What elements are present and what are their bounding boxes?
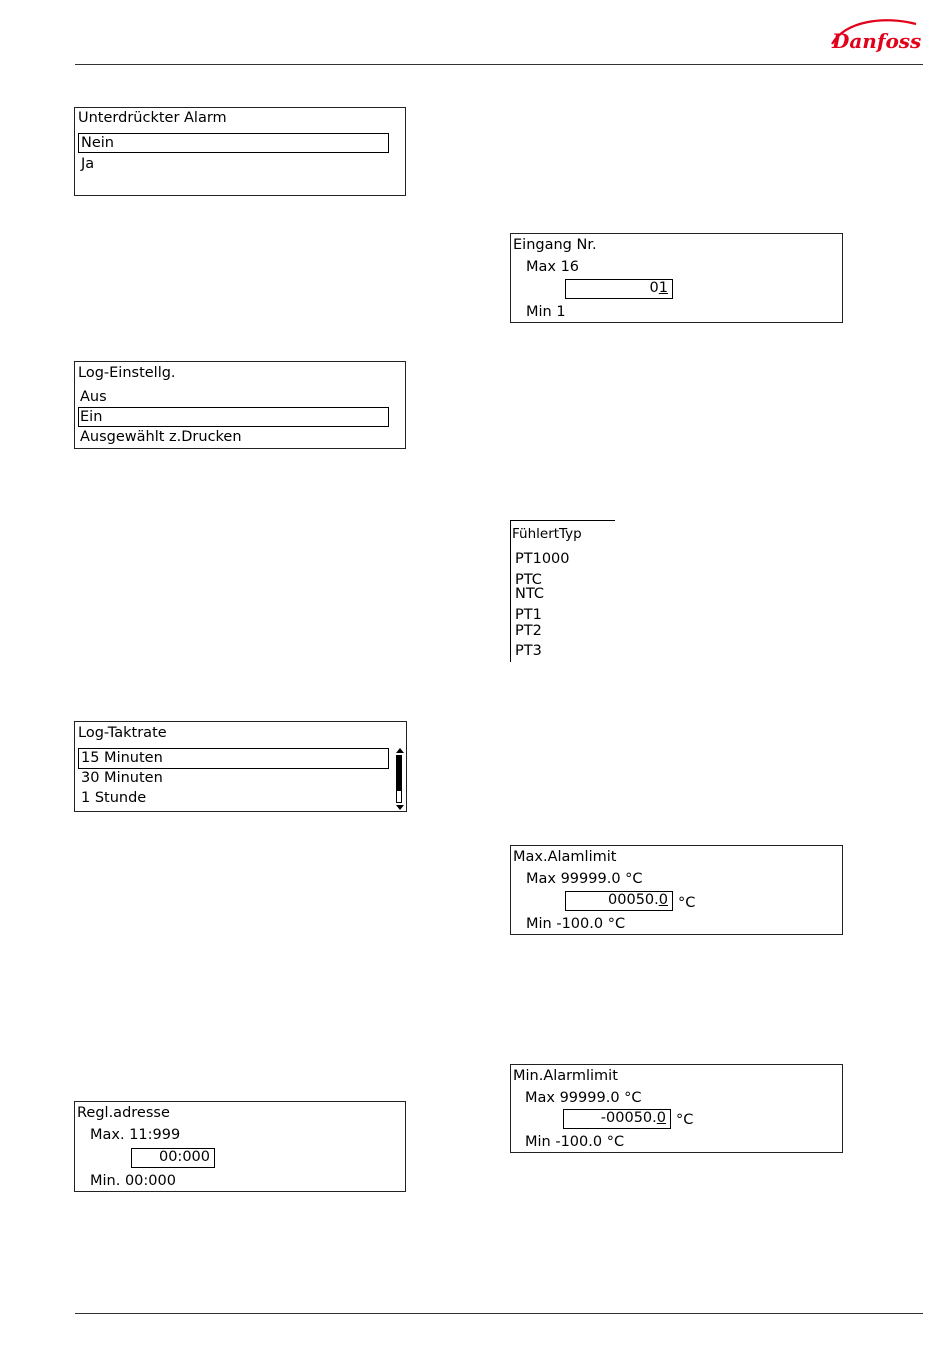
danfoss-logo xyxy=(826,14,922,54)
max-label: Max 99999.0 °C xyxy=(526,871,643,887)
frame-top-line xyxy=(510,520,615,521)
panel-title: Log-Einstellg. xyxy=(78,365,176,381)
option-ptc[interactable]: PTC xyxy=(515,572,542,588)
unit-label: °C xyxy=(676,1112,694,1128)
option-15-minuten[interactable]: 15 Minuten xyxy=(81,750,163,766)
option-ausgewaehlt-z-drucken[interactable]: Ausgewählt z.Drucken xyxy=(80,429,242,445)
option-pt2[interactable]: PT2 xyxy=(515,623,542,639)
input-value: -00050. xyxy=(600,1110,657,1126)
max-alarm-input[interactable] xyxy=(565,891,673,911)
panel-log-einstellg xyxy=(74,361,406,449)
panel-fuehlertyp xyxy=(510,520,620,664)
option-selected-highlight xyxy=(78,133,389,153)
frame-left-line xyxy=(510,520,511,662)
option-pt1000[interactable]: PT1000 xyxy=(515,551,570,567)
max-label: Max 99999.0 °C xyxy=(525,1090,642,1106)
panel-title: Max.Alamlimit xyxy=(513,849,617,865)
address-value: 00:000 xyxy=(158,1149,210,1165)
panel-title: FühlertTyp xyxy=(512,526,582,542)
logo-text: Danfoss xyxy=(832,29,922,53)
panel-eingang-nr xyxy=(510,233,843,323)
address-input[interactable] xyxy=(131,1148,215,1168)
panel-title: Eingang Nr. xyxy=(513,237,597,253)
panel-title: Regl.adresse xyxy=(77,1105,170,1121)
panel-title: Unterdrückter Alarm xyxy=(78,110,227,126)
option-1-stunde[interactable]: 1 Stunde xyxy=(81,790,147,806)
max-label: Max. 11:999 xyxy=(90,1127,181,1143)
scroll-track[interactable] xyxy=(396,755,402,803)
option-30-minuten[interactable]: 30 Minuten xyxy=(81,770,163,786)
scrollbar[interactable] xyxy=(395,748,405,810)
input-value: 00050. xyxy=(608,892,659,908)
option-ja[interactable]: Ja xyxy=(81,156,95,172)
panel-regl-adresse xyxy=(74,1101,406,1192)
panel-log-taktrate xyxy=(74,721,407,812)
option-ntc[interactable]: NTC xyxy=(515,586,544,602)
scroll-down-arrow-icon[interactable] xyxy=(396,805,404,810)
min-label: Min -100.0 °C xyxy=(525,1134,625,1150)
panel-unterdrueckter-alarm xyxy=(74,107,406,196)
option-nein[interactable]: Nein xyxy=(81,135,114,151)
min-label: Min. 00:000 xyxy=(90,1173,176,1189)
min-label: Min -100.0 °C xyxy=(526,916,626,932)
option-pt3[interactable]: PT3 xyxy=(515,643,542,659)
min-label: Min 1 xyxy=(526,304,566,320)
panel-max-alarmlimit xyxy=(510,845,843,935)
option-selected-highlight xyxy=(78,407,389,427)
footer-divider xyxy=(75,1313,923,1314)
input-cursor-digit: 0 xyxy=(656,1110,666,1126)
header-divider xyxy=(75,64,923,65)
option-ein[interactable]: Ein xyxy=(80,409,103,425)
scroll-up-arrow-icon[interactable] xyxy=(396,748,404,753)
panel-title: Min.Alarmlimit xyxy=(513,1068,618,1084)
input-value: 0 xyxy=(649,280,659,296)
panel-title: Log-Taktrate xyxy=(78,725,167,741)
option-pt1[interactable]: PT1 xyxy=(515,607,542,623)
scroll-thumb[interactable] xyxy=(397,756,401,791)
input-cursor-digit: 1 xyxy=(658,280,668,296)
min-alarm-input[interactable] xyxy=(563,1109,671,1129)
unit-label: °C xyxy=(678,895,696,911)
option-aus[interactable]: Aus xyxy=(80,389,107,405)
input-number-field[interactable] xyxy=(565,279,673,299)
max-label: Max 16 xyxy=(526,259,580,275)
panel-min-alarmlimit xyxy=(510,1064,843,1153)
input-cursor-digit: 0 xyxy=(658,892,668,908)
